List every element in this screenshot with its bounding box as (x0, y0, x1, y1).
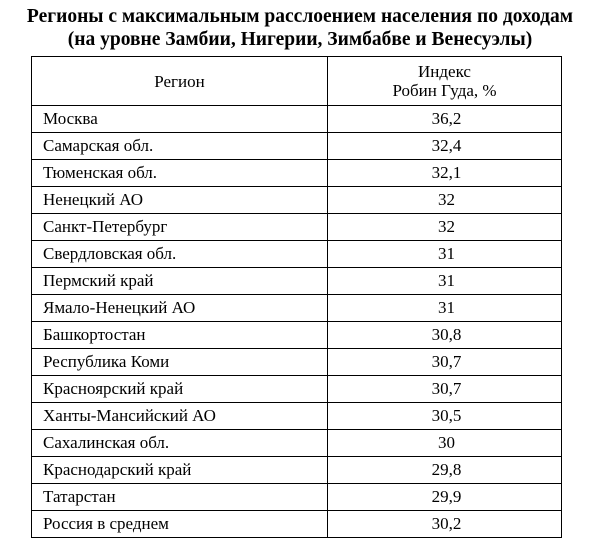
region-cell: Башкортостан (32, 322, 328, 349)
table-row (32, 484, 562, 511)
index-value-cell: 30,2 (328, 511, 562, 538)
index-value-cell: 30,8 (328, 322, 562, 349)
table-row (32, 511, 562, 538)
index-value-cell: 31 (328, 295, 562, 322)
index-value-cell: 31 (328, 268, 562, 295)
table-header-row (32, 57, 562, 106)
index-value-cell: 29,9 (328, 484, 562, 511)
table-row (32, 187, 562, 214)
index-value-cell: 36,2 (328, 106, 562, 133)
index-value-cell: 29,8 (328, 457, 562, 484)
title-line-2: (на уровне Замбии, Нигерии, Зимбабве и Венесуэлы) (67, 29, 533, 50)
table-row (32, 295, 562, 322)
table-row (32, 349, 562, 376)
page-title (0, 5, 600, 51)
region-cell: Санкт-Петербург (32, 214, 328, 241)
header-index-line-2: Робин Гуда, % (392, 81, 497, 100)
table-row (32, 133, 562, 160)
table-row (32, 160, 562, 187)
table-row (32, 106, 562, 133)
header-region: Регион (32, 57, 328, 106)
region-cell: Ненецкий АО (32, 187, 328, 214)
region-cell: Пермский край (32, 268, 328, 295)
index-value-cell: 30 (328, 430, 562, 457)
index-value-cell: 30,7 (328, 349, 562, 376)
index-value-cell: 30,7 (328, 376, 562, 403)
header-index-line-1: Индекс (418, 62, 471, 81)
region-cell: Свердловская обл. (32, 241, 328, 268)
region-cell: Ханты-Мансийский АО (32, 403, 328, 430)
table-row (32, 322, 562, 349)
region-cell: Россия в среднем (32, 511, 328, 538)
title-line-1: Регионы с максимальным расслоением населения по доходам (26, 6, 574, 27)
index-value-cell: 32,1 (328, 160, 562, 187)
region-cell: Республика Коми (32, 349, 328, 376)
table-row (32, 376, 562, 403)
index-value-cell: 30,5 (328, 403, 562, 430)
index-value-cell: 32 (328, 187, 562, 214)
table-row (32, 214, 562, 241)
region-cell: Тюменская обл. (32, 160, 328, 187)
region-cell: Москва (32, 106, 328, 133)
region-cell: Краснодарский край (32, 457, 328, 484)
region-cell: Самарская обл. (32, 133, 328, 160)
table-body (32, 106, 562, 538)
region-cell: Татарстан (32, 484, 328, 511)
table-row (32, 268, 562, 295)
table-row (32, 403, 562, 430)
region-cell: Красноярский край (32, 376, 328, 403)
index-value-cell: 32 (328, 214, 562, 241)
index-value-cell: 31 (328, 241, 562, 268)
index-value-cell: 32,4 (328, 133, 562, 160)
region-cell: Ямало-Ненецкий АО (32, 295, 328, 322)
table-row (32, 241, 562, 268)
header-index (328, 57, 562, 106)
robin-hood-index-table (31, 56, 562, 538)
region-cell: Сахалинская обл. (32, 430, 328, 457)
table-row (32, 457, 562, 484)
table-row (32, 430, 562, 457)
